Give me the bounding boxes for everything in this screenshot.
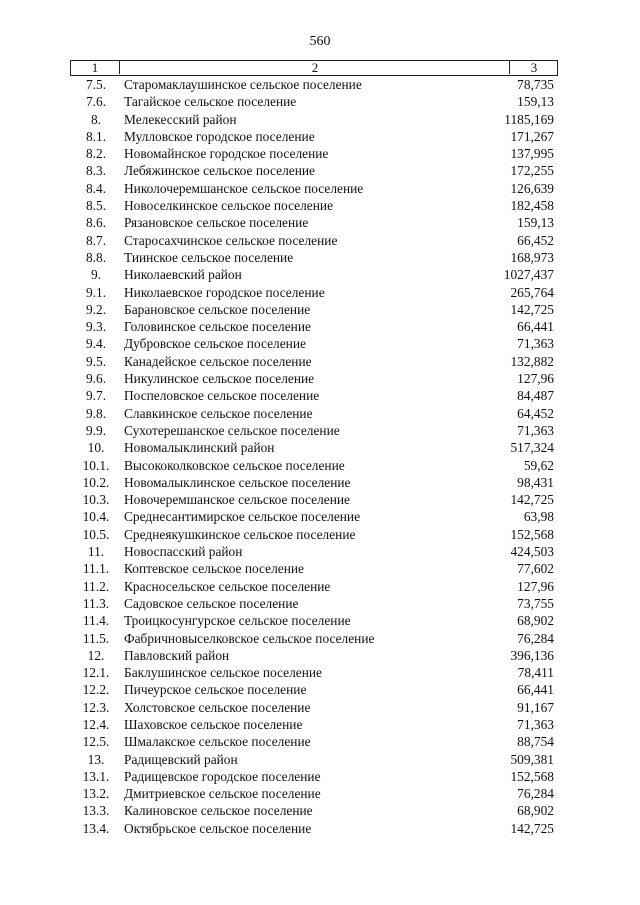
table-row [0, 474, 640, 491]
table-row [0, 630, 640, 647]
row-value: 66,452 [517, 232, 554, 248]
row-number: 8.1. [85, 128, 107, 144]
row-name: Рязановское сельское поселение [124, 215, 309, 231]
row-number: 13.3. [82, 803, 110, 819]
row-value: 71,363 [517, 422, 554, 438]
row-name: Сухотерешанское сельское поселение [124, 422, 340, 438]
table-row [0, 145, 640, 162]
row-value: 91,167 [517, 699, 554, 715]
row-number: 9.7. [85, 388, 107, 404]
table-row [0, 111, 640, 128]
table-header [70, 60, 558, 76]
table-row [0, 249, 640, 266]
row-number: 10.1. [82, 457, 110, 473]
table-row [0, 76, 640, 93]
row-name: Новочеремшанское сельское поселение [124, 492, 350, 508]
table-row [0, 647, 640, 664]
row-value: 73,755 [517, 595, 554, 611]
row-value: 159,13 [517, 94, 554, 110]
table-row [0, 508, 640, 525]
row-value: 142,725 [510, 492, 554, 508]
row-name: Тагайское сельское поселение [124, 94, 297, 110]
row-value: 265,764 [510, 284, 554, 300]
row-name: Тиинское сельское поселение [124, 249, 294, 265]
table-row [0, 543, 640, 560]
row-number: 8.5. [85, 198, 107, 214]
row-number: 8.2. [85, 146, 107, 162]
row-number: 9.3. [85, 319, 107, 335]
row-value: 127,96 [517, 578, 554, 594]
row-name: Фабричновыселковское сельское поселение [124, 630, 375, 646]
row-number: 12.2. [82, 682, 110, 698]
table-row [0, 716, 640, 733]
row-number: 9.8. [85, 405, 107, 421]
row-name: Барановское сельское поселение [124, 301, 311, 317]
table-row [0, 526, 640, 543]
row-name: Среднеякушкинское сельское поселение [124, 526, 356, 542]
table-row [0, 768, 640, 785]
table-row [0, 785, 640, 802]
row-number: 8.8. [85, 249, 107, 265]
table-row [0, 284, 640, 301]
row-name: Старомаклаушинское сельское поселение [124, 77, 362, 92]
row-value: 77,602 [517, 561, 554, 577]
table-row [0, 457, 640, 474]
table-body [0, 76, 640, 837]
row-number: 13.2. [82, 786, 110, 802]
row-number: 7.6. [85, 94, 107, 110]
row-name: Шаховское сельское поселение [124, 716, 303, 732]
row-value: 66,441 [517, 682, 554, 698]
row-value: 424,503 [510, 544, 554, 560]
table-row [0, 681, 640, 698]
row-value: 168,973 [510, 249, 554, 265]
row-value: 71,363 [517, 716, 554, 732]
row-name: Николаевское городское поселение [124, 284, 325, 300]
row-name: Коптевское сельское поселение [124, 561, 304, 577]
row-value: 152,568 [510, 768, 554, 784]
row-number: 11. [87, 544, 105, 560]
row-name: Николочеремшанское сельское поселение [124, 180, 364, 196]
row-name: Пичеурское сельское поселение [124, 682, 307, 698]
row-name: Головинское сельское поселение [124, 319, 311, 335]
row-value: 137,995 [510, 146, 554, 162]
row-name: Садовское сельское поселение [124, 595, 299, 611]
row-value: 142,725 [510, 820, 554, 836]
row-name: Калиновское сельское поселение [124, 803, 313, 819]
row-value: 182,458 [510, 198, 554, 214]
row-value: 98,431 [517, 474, 554, 490]
row-name: Новомалыклинское сельское поселение [124, 474, 351, 490]
table-row [0, 197, 640, 214]
row-number: 12.3. [82, 699, 110, 715]
row-name: Радищевское городское поселение [124, 768, 321, 784]
row-name: Новомайнское городское поселение [124, 146, 329, 162]
table-row [0, 232, 640, 249]
table-row [0, 370, 640, 387]
row-value: 88,754 [517, 734, 554, 750]
row-name: Канадейское сельское поселение [124, 353, 312, 369]
row-name: Среднесантимирское сельское поселение [124, 509, 361, 525]
row-name: Лебяжинское сельское поселение [124, 163, 315, 179]
row-name: Старосахчинское сельское поселение [124, 232, 338, 248]
row-name: Никулинское сельское поселение [124, 371, 315, 387]
row-value: 1027,437 [503, 267, 554, 283]
row-number: 12.1. [82, 665, 110, 681]
table-row [0, 439, 640, 456]
row-name: Николаевский район [124, 267, 242, 283]
row-number: 9. [90, 267, 102, 283]
table-row [0, 353, 640, 370]
row-number: 11.1. [82, 561, 110, 577]
column-header-value: 3 [509, 60, 558, 74]
row-number: 9.9. [85, 422, 107, 438]
table-row [0, 266, 640, 283]
row-value: 84,487 [517, 388, 554, 404]
row-value: 63,98 [523, 509, 554, 525]
row-value: 132,882 [510, 353, 554, 369]
row-name: Октябрьское сельское поселение [124, 820, 312, 836]
row-number: 10. [87, 440, 105, 456]
row-number: 8.6. [85, 215, 107, 231]
row-value: 78,735 [517, 77, 554, 92]
table-row [0, 802, 640, 819]
row-number: 12.4. [82, 716, 110, 732]
row-value: 68,902 [517, 803, 554, 819]
row-value: 396,136 [510, 647, 554, 663]
row-number: 9.1. [85, 284, 107, 300]
row-number: 8. [90, 111, 102, 127]
row-value: 76,284 [517, 630, 554, 646]
row-value: 1185,169 [504, 111, 554, 127]
row-number: 10.4. [82, 509, 110, 525]
row-value: 126,639 [510, 180, 554, 196]
table-row [0, 751, 640, 768]
table-row [0, 180, 640, 197]
row-name: Красносельское сельское поселение [124, 578, 331, 594]
row-value: 152,568 [510, 526, 554, 542]
row-number: 10.3. [82, 492, 110, 508]
row-number: 10.2. [82, 474, 110, 490]
row-name: Троицкосунгурское сельское поселение [124, 613, 351, 629]
column-header-number: 1 [91, 60, 99, 75]
row-name: Дмитриевское сельское поселение [124, 786, 321, 802]
row-name: Холстовское сельское поселение [124, 699, 311, 715]
row-number: 10.5. [82, 526, 110, 542]
table-row [0, 387, 640, 404]
row-value: 68,902 [517, 613, 554, 629]
row-number: 11.4. [82, 613, 110, 629]
table-row [0, 578, 640, 595]
row-name: Дубровское сельское поселение [124, 336, 306, 352]
row-name: Новоселкинское сельское поселение [124, 198, 334, 214]
row-name: Мулловское городское поселение [124, 128, 315, 144]
row-number: 11.2. [82, 578, 110, 594]
row-name: Баклушинское сельское поселение [124, 665, 322, 681]
row-number: 9.6. [85, 371, 107, 387]
column-header-name: 2 [119, 60, 510, 74]
table-row [0, 733, 640, 750]
row-value: 66,441 [517, 319, 554, 335]
row-name: Новомалыклинский район [124, 440, 275, 456]
row-number: 7.5. [85, 77, 107, 92]
table-row [0, 318, 640, 335]
row-number: 13.4. [82, 820, 110, 836]
row-number: 8.7. [85, 232, 107, 248]
row-value: 76,284 [517, 786, 554, 802]
row-value: 127,96 [517, 371, 554, 387]
row-name: Мелекесский район [124, 111, 237, 127]
table-row [0, 422, 640, 439]
table-row [0, 301, 640, 318]
row-name: Павловский район [124, 647, 230, 663]
table-row [0, 595, 640, 612]
row-value: 59,62 [523, 457, 554, 473]
row-number: 12.5. [82, 734, 110, 750]
row-value: 517,324 [510, 440, 554, 456]
row-value: 78,411 [517, 665, 554, 681]
row-number: 8.4. [85, 180, 107, 196]
row-value: 64,452 [517, 405, 554, 421]
row-name: Славкинское сельское поселение [124, 405, 313, 421]
row-name: Радищевский район [124, 751, 238, 767]
row-value: 142,725 [510, 301, 554, 317]
table-row [0, 128, 640, 145]
row-name: Высококолковское сельское поселение [124, 457, 345, 473]
table-row [0, 664, 640, 681]
row-value: 172,255 [510, 163, 554, 179]
row-number: 13. [87, 751, 105, 767]
row-name: Шмалакское сельское поселение [124, 734, 311, 750]
table-row [0, 699, 640, 716]
row-value: 171,267 [510, 128, 554, 144]
table-row [0, 820, 640, 837]
row-name: Новоспасский район [124, 544, 243, 560]
page-number: 560 [309, 34, 331, 49]
row-number: 8.3. [85, 163, 107, 179]
row-number: 12. [87, 647, 105, 663]
table-row [0, 491, 640, 508]
table-row [0, 335, 640, 352]
table-row [0, 162, 640, 179]
table-row [0, 214, 640, 231]
table-row [0, 405, 640, 422]
row-number: 9.2. [85, 301, 107, 317]
row-value: 509,381 [510, 751, 554, 767]
row-number: 11.3. [82, 595, 110, 611]
row-number: 11.5. [82, 630, 110, 646]
row-number: 9.4. [85, 336, 107, 352]
table-row [0, 612, 640, 629]
table-row [0, 93, 640, 110]
row-number: 13.1. [82, 768, 110, 784]
row-value: 159,13 [517, 215, 554, 231]
table-row [0, 560, 640, 577]
row-number: 9.5. [85, 353, 107, 369]
row-value: 71,363 [517, 336, 554, 352]
row-name: Поспеловское сельское поселение [124, 388, 320, 404]
